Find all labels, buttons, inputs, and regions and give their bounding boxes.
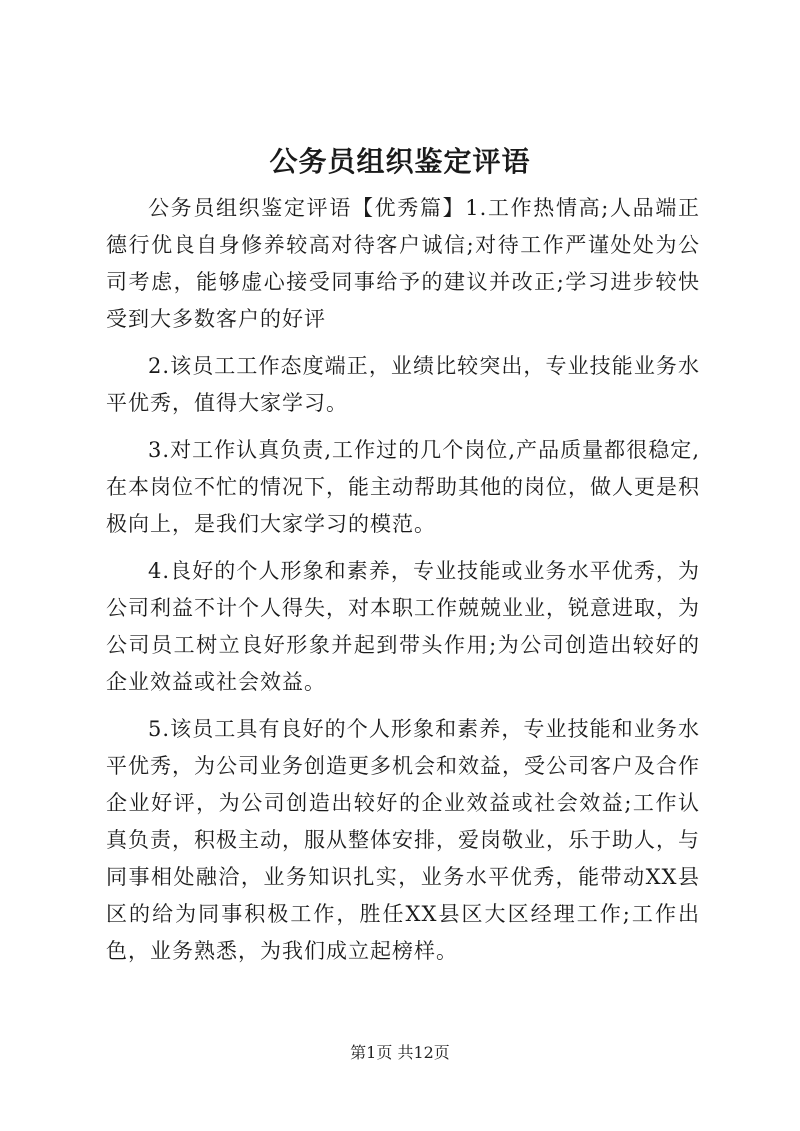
paragraph-4: 4.良好的个人形象和素养，专业技能或业务水平优秀，为公司利益不计个人得失，对本职工作兢兢业业，锐意进取，为公司员工树立良好形象并起到带头作用;为公司创造出较好的企业效益或社会效益。 bbox=[106, 559, 700, 694]
paragraph-1: 公务员组织鉴定评语【优秀篇】1.工作热情高;人品端正德行优良自身修养较高对待客户诚信;对待工作严谨处处为公司考虑，能够虚心接受同事给予的建议并改正;学习进步较快受到大多数客户的好评 bbox=[106, 196, 700, 331]
paragraph-5: 5.该员工具有良好的个人形象和素养，专业技能和业务水平优秀，为公司业务创造更多机会和效益，受公司客户及合作企业好评，为公司创造出较好的企业效益或社会效益;工作认真负责，积极主动，服从整体安排，爱岗敬业，乐于助人，与同事相处融洽，业务知识扎实，业务水平优秀，能带动XX县区的给为同事积极工作，胜任XX县区大区经理工作;工作出色，业务熟悉，为我们成立起榜样。 bbox=[106, 717, 700, 963]
document-title: 公务员组织鉴定评语 bbox=[269, 145, 531, 178]
document-body bbox=[106, 190, 700, 980]
page-number-footer: 第1页 共12页 bbox=[350, 1043, 450, 1062]
paragraph-3: 3.对工作认真负责,工作过的几个岗位,产品质量都很稳定,在本岗位不忙的情况下，能主动帮助其他的岗位，做人更是积极向上，是我们大家学习的模范。 bbox=[106, 438, 700, 536]
paragraph-2: 2.该员工工作态度端正，业绩比较突出，专业技能业务水平优秀，值得大家学习。 bbox=[106, 354, 700, 415]
